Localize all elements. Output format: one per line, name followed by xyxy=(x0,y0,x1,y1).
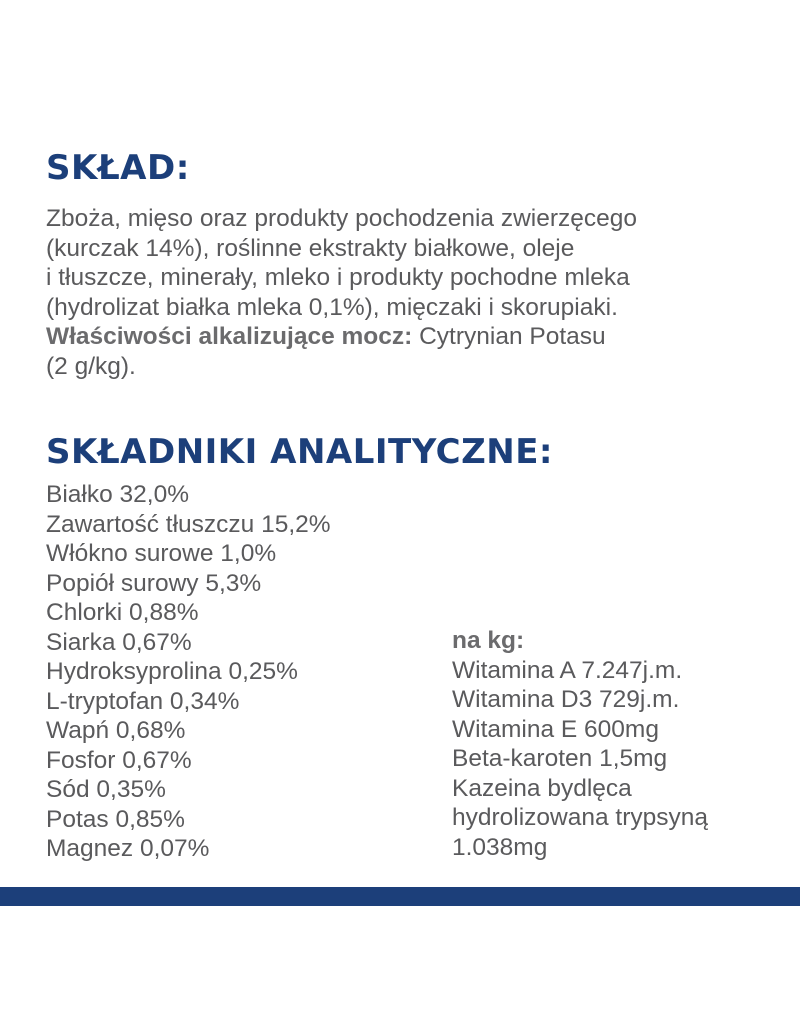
list-item: Fosfor 0,67% xyxy=(46,746,192,774)
list-item: Chlorki 0,88% xyxy=(46,599,199,626)
list-item: hydrolizowana trypsyną xyxy=(452,804,709,831)
list-item: Włókno surowe 1,0% xyxy=(46,540,277,567)
list-item: Witamina E 600mg xyxy=(452,715,659,743)
list-item: Sód 0,35% xyxy=(46,776,166,803)
list-item: Kazeina bydlęca xyxy=(452,774,632,802)
ingredients-line: Zboża, mięso oraz produkty pochodzenia zwierzęcego xyxy=(46,205,638,232)
analytical-list xyxy=(46,480,331,864)
list-item: L-tryptofan 0,34% xyxy=(46,687,240,715)
per-kg-label: na kg: xyxy=(452,627,525,654)
alkalizing-line xyxy=(46,322,766,352)
ingredients-line: i tłuszcze, minerały, mleko i produkty pochodne mleka xyxy=(46,264,630,291)
list-item: Hydroksyprolina 0,25% xyxy=(46,658,298,685)
alkalizing-value-cont: (2 g/kg). xyxy=(46,352,136,380)
alkalizing-label: Właściwości alkalizujące mocz: xyxy=(46,323,413,350)
ingredients-line: (kurczak 14%), roślinne ekstrakty białkowe, oleje xyxy=(46,234,575,262)
list-item: Zawartość tłuszczu 15,2% xyxy=(46,510,331,538)
list-item: Beta-karoten 1,5mg xyxy=(452,745,668,772)
ingredients-text xyxy=(46,204,766,381)
list-item: Wapń 0,68% xyxy=(46,717,186,744)
list-item: 1.038mg xyxy=(452,833,548,861)
section-heading-sklad: SKŁAD: xyxy=(46,148,190,188)
list-item: Białko 32,0% xyxy=(46,481,190,508)
list-item: Magnez 0,07% xyxy=(46,835,210,862)
list-item: Witamina A 7.247j.m. xyxy=(452,656,683,684)
list-item: Witamina D3 729j.m. xyxy=(452,686,680,713)
alkalizing-value: Cytrynian Potasu xyxy=(412,323,606,350)
list-item: Potas 0,85% xyxy=(46,805,185,833)
per-kg-list xyxy=(452,626,708,862)
ingredients-line: (hydrolizat białka mleka 0,1%), mięczaki i skorupiaki. xyxy=(46,293,618,321)
list-item: Siarka 0,67% xyxy=(46,628,192,656)
footer-bar xyxy=(0,887,800,906)
list-item: Popiół surowy 5,3% xyxy=(46,569,262,597)
section-heading-analityczne: SKŁADNIKI ANALITYCZNE: xyxy=(46,432,554,472)
